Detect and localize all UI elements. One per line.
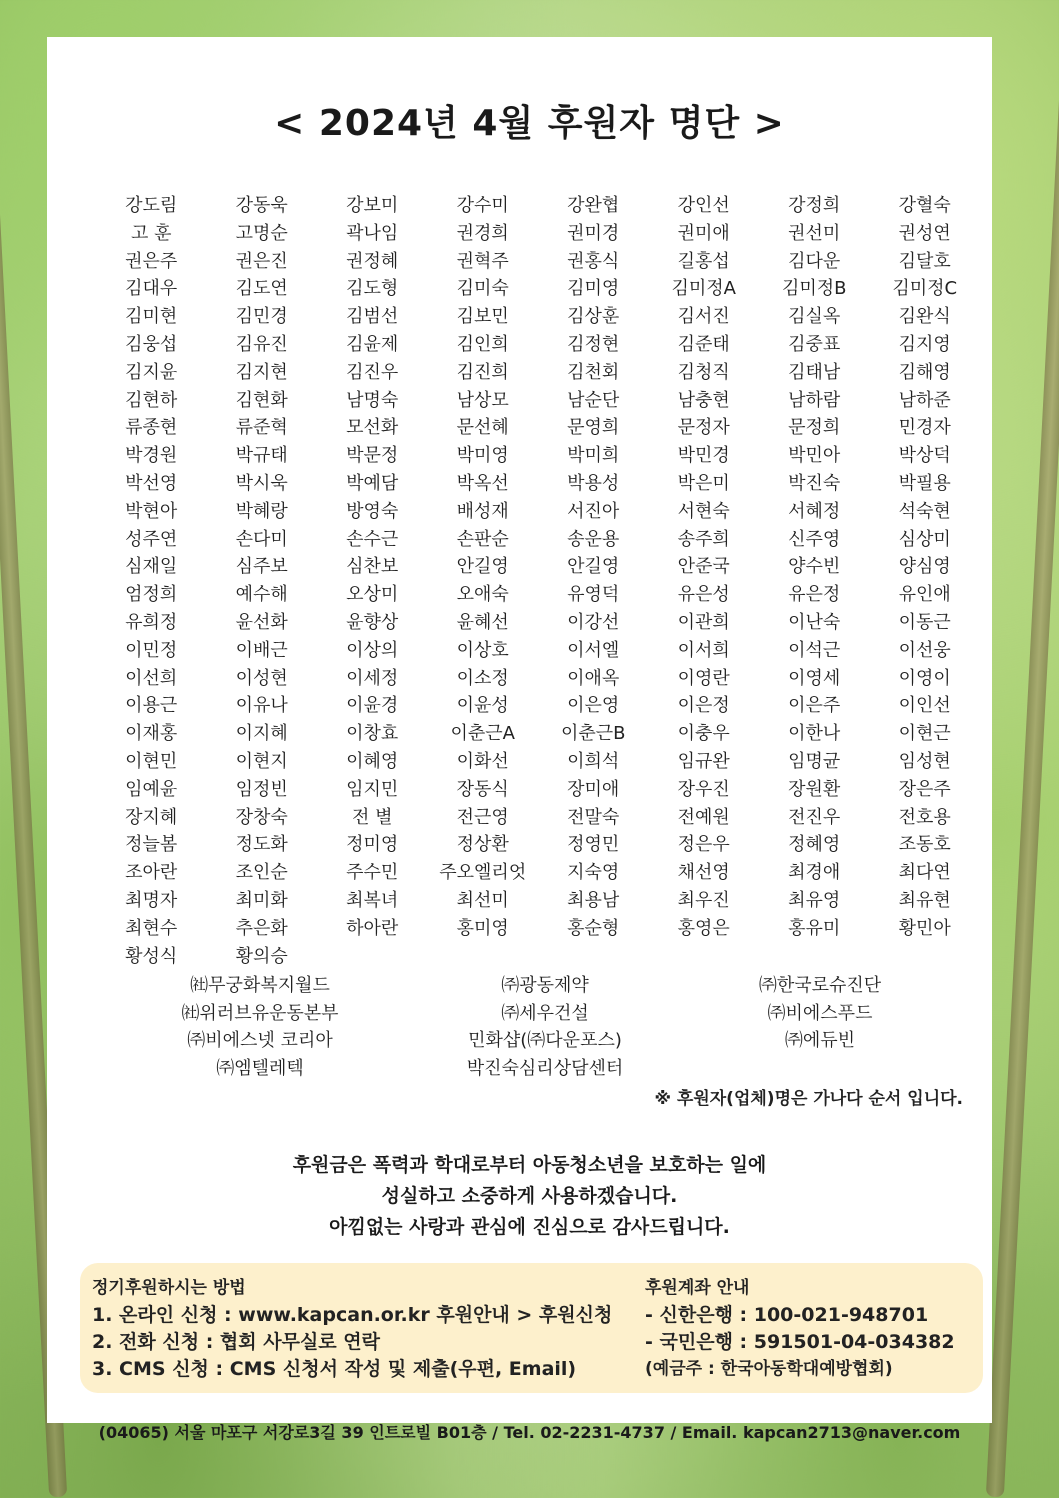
- donor-name: 서혜정: [788, 500, 841, 522]
- donor-name: 손수근: [346, 528, 399, 550]
- donor-name: 박규태: [235, 445, 288, 467]
- donor-name: 이윤경: [346, 695, 399, 717]
- donor-name: 김도연: [235, 278, 288, 300]
- donor-name: 박혜랑: [235, 500, 288, 522]
- sort-order-note: ※ 후원자(업체)명은 가나다 순서 입니다.: [654, 1089, 963, 1109]
- organization-name: ㈜광동제약: [501, 975, 589, 996]
- donor-name: 박문정: [346, 445, 399, 467]
- donor-name: 홍영은: [677, 917, 730, 939]
- donor-name: 권경희: [456, 222, 509, 244]
- donor-name: 김보민: [456, 306, 509, 328]
- donor-name: 최다연: [898, 862, 951, 884]
- donor-name: 황의승: [235, 945, 288, 967]
- donor-name: 박미영: [456, 445, 509, 467]
- donor-name: 김지윤: [125, 361, 178, 383]
- donor-name: 최유영: [788, 889, 841, 911]
- donor-name: 최경애: [788, 862, 841, 884]
- donor-name: 이배근: [235, 639, 288, 661]
- donor-name: 이선웅: [898, 639, 951, 661]
- donor-name: 전호용: [898, 806, 951, 828]
- donor-name: 장지혜: [125, 806, 178, 828]
- donor-name: 박선영: [125, 472, 178, 494]
- donor-name: 이상호: [456, 639, 509, 661]
- donor-name: 정상환: [456, 834, 509, 856]
- donor-name: 김진희: [456, 361, 509, 383]
- donor-name: 장은주: [898, 778, 951, 800]
- donor-name: 김도형: [346, 278, 399, 300]
- donor-name: 이용근: [125, 695, 178, 717]
- donor-name: 임지민: [346, 778, 399, 800]
- donor-name: 이은영: [567, 695, 620, 717]
- organization-name: [680, 1055, 960, 1083]
- thank-you-message: [0, 1150, 1059, 1243]
- donor-name: 강보미: [346, 195, 399, 216]
- donor-name: 이관희: [677, 611, 730, 633]
- donor-name: 이은정: [677, 695, 730, 717]
- donor-name: 권성연: [898, 222, 951, 244]
- donor-name: 조아란: [125, 862, 178, 884]
- donor-name: 최복녀: [346, 889, 399, 911]
- donor-name: 이선희: [125, 667, 178, 689]
- donor-name: 정혜영: [788, 834, 841, 856]
- donor-name: 정늘봄: [125, 834, 178, 856]
- donor-name: 권미경: [567, 222, 620, 244]
- donor-name: 박시욱: [235, 472, 288, 494]
- donor-name: 김달호: [898, 250, 951, 272]
- donor-name: 이영이: [898, 667, 951, 689]
- organization-name: ㈳위러브유운동본부: [181, 1002, 339, 1024]
- cms-method: 3. CMS 신청 : CMS 신청서 작성 및 제출(우편, Email): [92, 1358, 577, 1380]
- donor-name: 이서희: [677, 639, 730, 661]
- how-to-heading: 정기후원하시는 방법: [92, 1278, 246, 1298]
- donor-name: 박미희: [567, 445, 620, 467]
- shinhan-account: - 신한은행 : 100-021-948701: [645, 1304, 929, 1326]
- donor-name: 손다미: [235, 528, 288, 550]
- donor-list: [96, 192, 970, 970]
- donor-name: 임규완: [677, 750, 730, 772]
- donor-name: 김미현: [125, 306, 178, 328]
- donor-name: 류준혁: [235, 417, 288, 439]
- donor-name: 황성식: [125, 945, 178, 967]
- donor-name: 권홍식: [567, 250, 620, 272]
- donor-name: 이희석: [567, 750, 620, 772]
- donor-name: 지숙영: [567, 862, 620, 884]
- donor-name: 강정희: [788, 195, 841, 216]
- donor-name: 고 훈: [131, 222, 172, 244]
- donor-name: 안길영: [567, 556, 620, 578]
- donor-name: 엄정희: [125, 584, 178, 606]
- message-line: 성실하고 소중하게 사용하겠습니다.: [381, 1185, 678, 1207]
- donor-name: 문정자: [677, 417, 730, 439]
- donor-name: 황민아: [898, 917, 951, 939]
- donor-name: 최유현: [898, 889, 951, 911]
- donor-name: 권정혜: [346, 250, 399, 272]
- donor-name: 길홍섭: [677, 250, 730, 272]
- donor-name: 남명숙: [346, 389, 399, 411]
- donor-name: 박민아: [788, 445, 841, 467]
- donor-name: 김미영: [567, 278, 620, 300]
- donor-name: 강도림: [125, 195, 178, 216]
- donor-name: 이영란: [677, 667, 730, 689]
- donor-name: 주오엘리엇: [439, 862, 527, 884]
- organization-name: ㈜엠텔레텍: [216, 1057, 304, 1079]
- donor-name: 이충우: [677, 723, 730, 745]
- bank-accounts: [645, 1275, 955, 1383]
- donor-name: 손판순: [456, 528, 509, 550]
- donor-name: 홍순형: [567, 917, 620, 939]
- donor-name: 이춘근B: [560, 723, 626, 745]
- donor-name: 이소정: [456, 667, 509, 689]
- donor-name: 이은주: [788, 695, 841, 717]
- donor-name: 유인애: [898, 584, 951, 606]
- donor-name: 장창숙: [235, 806, 288, 828]
- donor-name: 박현아: [125, 500, 178, 522]
- organization-name: ㈜세우건설: [501, 1002, 589, 1024]
- donor-name: 문선혜: [456, 417, 509, 439]
- donor-name: 박옥선: [456, 472, 509, 494]
- donor-name: 이화선: [456, 750, 509, 772]
- donor-name: 김준태: [677, 333, 730, 355]
- organization-name: 박진숙심리상담센터: [466, 1057, 624, 1079]
- online-method: 1. 온라인 신청 : www.kapcan.or.kr 후원안내 > 후원신청: [92, 1304, 613, 1326]
- donor-name: 송운용: [567, 528, 620, 550]
- organization-name: 민화샵(㈜다운포스): [468, 1030, 622, 1051]
- donor-name: 유은성: [677, 584, 730, 606]
- donor-name: 김지현: [235, 361, 288, 383]
- donor-name: 이춘근A: [450, 723, 515, 745]
- donor-name: 서진아: [567, 500, 620, 522]
- donor-name: 류종현: [125, 417, 178, 439]
- donor-name: 이석근: [788, 639, 841, 661]
- donor-name: 김태남: [788, 361, 841, 383]
- account-holder: (예금주 : 한국아동학대예방협회): [645, 1359, 893, 1379]
- donor-name: 김중표: [788, 333, 841, 355]
- how-to-donate: [92, 1275, 612, 1383]
- donor-name: 김미정A: [671, 278, 736, 300]
- donor-name: 임명균: [788, 750, 841, 772]
- donor-name: 이윤성: [456, 695, 509, 717]
- donor-name: 채선영: [677, 862, 730, 884]
- donor-name: 홍유미: [788, 917, 841, 939]
- organization-name: ㈜비에스푸드: [767, 1002, 873, 1024]
- donor-name: 김서진: [677, 306, 730, 328]
- donor-name: 박은미: [677, 472, 730, 494]
- donor-name: 정도화: [235, 834, 288, 856]
- donor-name: 최현수: [125, 917, 178, 939]
- donor-name: 임예윤: [125, 778, 178, 800]
- donor-name: 서현숙: [677, 500, 730, 522]
- donor-name: 전말숙: [567, 806, 620, 828]
- donor-name: 심주보: [235, 556, 288, 578]
- donor-name: 모선화: [346, 417, 399, 439]
- donor-name: 전 별: [352, 806, 393, 828]
- donor-name: 전근영: [456, 806, 509, 828]
- donor-name: 이상의: [346, 639, 399, 661]
- donor-name: 이현지: [235, 750, 288, 772]
- donor-name: 이난숙: [788, 611, 841, 633]
- donor-name: 김청직: [677, 361, 730, 383]
- footer-contact: (04065) 서울 마포구 서강로3길 39 인트로빌 B01층 / Tel. 02-2231-4737 / Email. kapcan2713@naver.com: [98, 1423, 961, 1442]
- donor-name: 권은진: [235, 250, 288, 272]
- donor-name: 최우진: [677, 889, 730, 911]
- donor-name: 조동호: [898, 834, 951, 856]
- organization-name: ㈜에듀빈: [784, 1030, 856, 1051]
- donor-name: 유희정: [125, 611, 178, 633]
- organization-name: ㈳무궁화복지월드: [190, 975, 330, 996]
- donor-name: 강인선: [677, 195, 730, 216]
- donor-name: 김윤제: [346, 333, 399, 355]
- donor-name: 곽나임: [346, 222, 399, 244]
- donor-name: 홍미영: [456, 917, 509, 939]
- donor-name: 이강선: [567, 611, 620, 633]
- donor-name: 이혜영: [346, 750, 399, 772]
- donation-info-box: [80, 1263, 983, 1393]
- tree-trunk-right: [986, 1, 1059, 1498]
- page-title: < 2024년 4월 후원자 명단 >: [274, 103, 785, 144]
- donor-name: 남충현: [677, 389, 730, 411]
- donor-name: 예수해: [235, 584, 288, 606]
- donor-name: 김미정B: [781, 278, 847, 300]
- donor-name: 방영숙: [346, 500, 399, 522]
- donor-name: 이세정: [346, 667, 399, 689]
- donor-name: 최미화: [235, 889, 288, 911]
- donor-name: 최선미: [456, 889, 509, 911]
- donor-name: 남하람: [788, 389, 841, 411]
- donor-name: 추은화: [235, 917, 288, 939]
- donor-name: 배성재: [456, 500, 509, 522]
- donor-name: 하아란: [346, 917, 399, 939]
- donor-name: 이민정: [125, 639, 178, 661]
- donor-name: 강동욱: [235, 195, 288, 216]
- donor-name: 민경자: [898, 417, 951, 439]
- donor-name: 송주희: [677, 528, 730, 550]
- donor-name: 이동근: [898, 611, 951, 633]
- donor-name: 문영희: [567, 417, 620, 439]
- donor-name: 강혈숙: [898, 195, 951, 216]
- donor-name: 김인희: [456, 333, 509, 355]
- organization-name: ㈜한국로슈진단: [758, 975, 882, 996]
- donor-name: 김범선: [346, 306, 399, 328]
- donor-name: 이창효: [346, 723, 399, 745]
- donor-name: 윤향상: [346, 611, 399, 633]
- donor-name: 유영덕: [567, 584, 620, 606]
- donor-name: 성주연: [125, 528, 178, 550]
- donor-name: 최명자: [125, 889, 178, 911]
- donor-name: 이재홍: [125, 723, 178, 745]
- donor-name: 김정현: [567, 333, 620, 355]
- donor-name: 정미영: [346, 834, 399, 856]
- donor-name: 김다운: [788, 250, 841, 272]
- donor-name: 장원환: [788, 778, 841, 800]
- donor-name: 김지영: [898, 333, 951, 355]
- donor-name: 안길영: [456, 556, 509, 578]
- donor-name: 양수빈: [788, 556, 841, 578]
- donor-name: 남상모: [456, 389, 509, 411]
- donor-name: 이서엘: [567, 639, 620, 661]
- donor-name: 임성현: [898, 750, 951, 772]
- donor-name: 안준국: [677, 556, 730, 578]
- account-heading: 후원계좌 안내: [645, 1278, 750, 1298]
- donor-name: 양심영: [898, 556, 951, 578]
- donor-name: 김상훈: [567, 306, 620, 328]
- donor-name: 박용성: [567, 472, 620, 494]
- donor-name: 이영세: [788, 667, 841, 689]
- donor-name: 이현민: [125, 750, 178, 772]
- donor-name: 석숙현: [898, 500, 951, 522]
- donor-name: 이인선: [898, 695, 951, 717]
- phone-method: 2. 전화 신청 : 협회 사무실로 연락: [92, 1331, 380, 1353]
- donor-name: 권선미: [788, 222, 841, 244]
- donor-name: 이애옥: [567, 667, 620, 689]
- donor-name: 이성현: [235, 667, 288, 689]
- donor-name: 장동식: [456, 778, 509, 800]
- donor-name: 김해영: [898, 361, 951, 383]
- donor-name: 신주영: [788, 528, 841, 550]
- organization-list: [110, 972, 960, 1082]
- donor-name: 김대우: [125, 278, 178, 300]
- donor-name: 장미애: [567, 778, 620, 800]
- donor-name: 이유나: [235, 695, 288, 717]
- donor-name: 박경원: [125, 445, 178, 467]
- donor-name: 윤선화: [235, 611, 288, 633]
- donor-name: 권혁주: [456, 250, 509, 272]
- donor-name: 임정빈: [235, 778, 288, 800]
- donor-name: 장우진: [677, 778, 730, 800]
- donor-name: 최용남: [567, 889, 620, 911]
- donor-name: 정은우: [677, 834, 730, 856]
- message-line: 아낌없는 사랑과 관심에 진심으로 감사드립니다.: [329, 1216, 730, 1238]
- donor-name: 김미정C: [892, 278, 958, 300]
- donor-name: 조인순: [235, 862, 288, 884]
- donor-name: 강수미: [456, 195, 509, 216]
- donor-name: 오애숙: [456, 584, 509, 606]
- donor-name: 김실옥: [788, 306, 841, 328]
- donor-name: 심찬보: [346, 556, 399, 578]
- message-line: 후원금은 폭력과 학대로부터 아동청소년을 보호하는 일에: [292, 1154, 767, 1176]
- donor-name: 김천회: [567, 361, 620, 383]
- donor-name: 심상미: [898, 528, 951, 550]
- donor-name: 고명순: [235, 222, 288, 244]
- donor-name: 전진우: [788, 806, 841, 828]
- organization-name: ㈜비에스넷 코리아: [187, 1030, 333, 1051]
- kookmin-account: - 국민은행 : 591501-04-034382: [645, 1331, 955, 1353]
- donor-name: 오상미: [346, 584, 399, 606]
- donor-name: 정영민: [567, 834, 620, 856]
- donor-name: 박필용: [898, 472, 951, 494]
- donor-name: 남순단: [567, 389, 620, 411]
- donor-name: 윤혜선: [456, 611, 509, 633]
- donor-name: 박민경: [677, 445, 730, 467]
- donor-name: 이현근: [898, 723, 951, 745]
- donor-name: 박상덕: [898, 445, 951, 467]
- donor-name: 박예담: [346, 472, 399, 494]
- donor-name: 김미숙: [456, 278, 509, 300]
- donor-name: 이지혜: [235, 723, 288, 745]
- donor-name: 주수민: [346, 862, 399, 884]
- donor-name: 강완협: [567, 195, 620, 216]
- donor-name: 박진숙: [788, 472, 841, 494]
- donor-name: 유은정: [788, 584, 841, 606]
- donor-name: 김민경: [235, 306, 288, 328]
- donor-name: 권미애: [677, 222, 730, 244]
- donor-name: 전예원: [677, 806, 730, 828]
- donor-name: 김진우: [346, 361, 399, 383]
- donor-name: 김완식: [898, 306, 951, 328]
- donor-name: 김유진: [235, 333, 288, 355]
- donor-name: 심재일: [125, 556, 178, 578]
- donor-name: 김웅섭: [125, 333, 178, 355]
- donor-name: 문정희: [788, 417, 841, 439]
- donor-name: 이한나: [788, 723, 841, 745]
- donor-name: 김현화: [235, 389, 288, 411]
- donor-name: 김현하: [125, 389, 178, 411]
- donor-name: 남하준: [898, 389, 951, 411]
- donor-name: 권은주: [125, 250, 178, 272]
